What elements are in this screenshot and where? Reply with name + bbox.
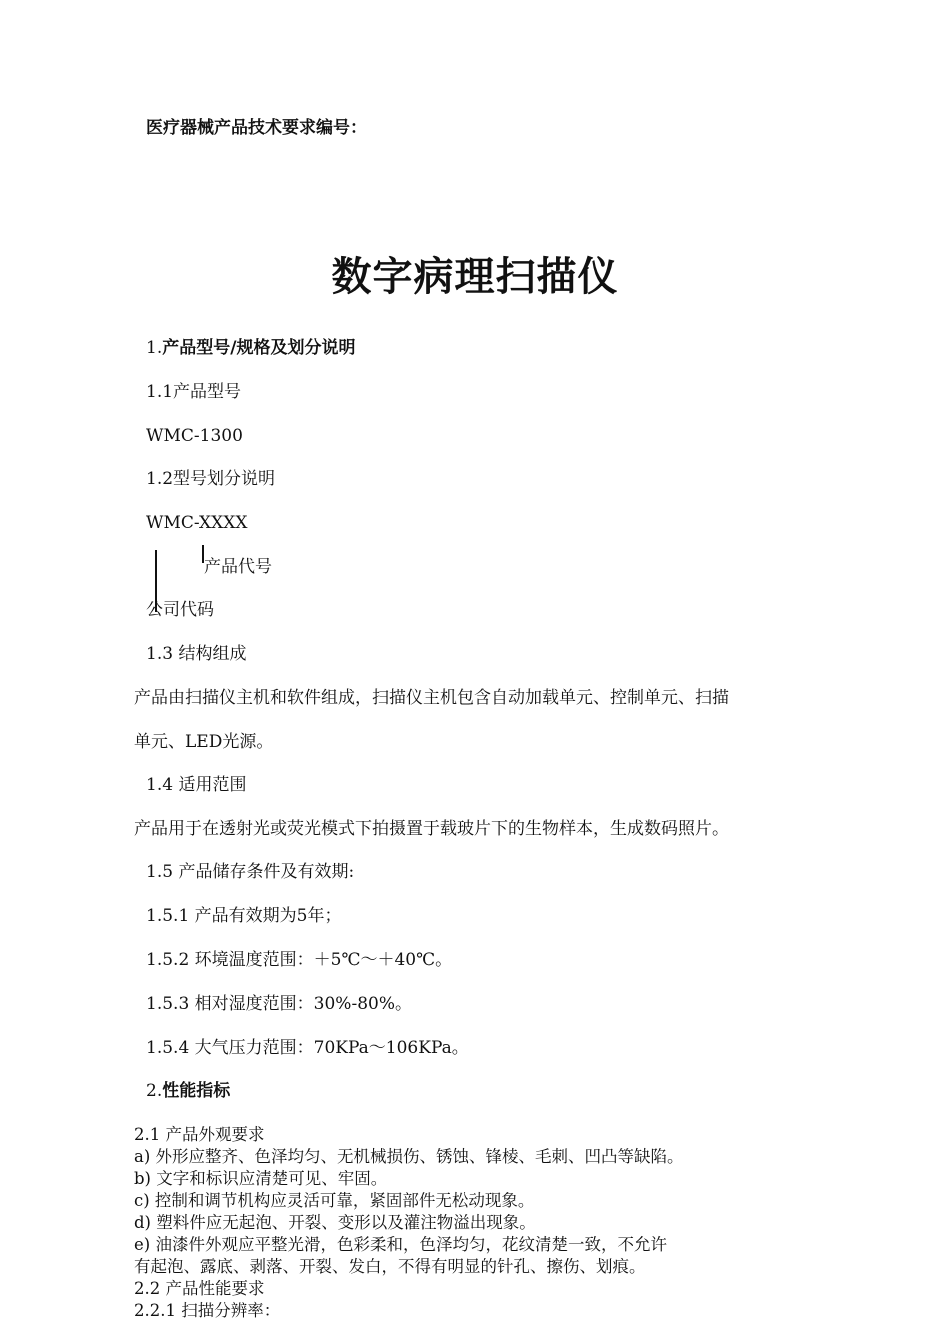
model-number: WMC-1300 [146, 426, 243, 446]
section-2-heading [146, 1081, 230, 1101]
structure-body-line-1: 产品由扫描仪主机和软件组成，扫描仪主机包含自动加载单元、控制单元、扫描 [134, 688, 729, 708]
section-1-heading [146, 338, 355, 358]
item-2-1-b: b) 文字和标识应清楚可见、牢固。 [134, 1169, 388, 1188]
structure-body-line-2: 单元、LED光源。 [134, 732, 274, 752]
item-1-5-1: 1.5.1 产品有效期为5年； [146, 906, 342, 926]
section-1-number: 1. [146, 338, 163, 358]
subsection-2-2: 2.2 产品性能要求 [134, 1279, 265, 1298]
item-1-5-2: 1.5.2 环境温度范围：＋5℃～＋40℃。 [146, 950, 453, 970]
scope-body: 产品用于在透射光或荧光模式下拍摄置于载玻片下的生物样本，生成数码照片。 [134, 819, 729, 839]
subsection-1-5: 1.5 产品储存条件及有效期: [146, 862, 355, 882]
subsection-1-3: 1.3 结构组成 [146, 644, 247, 664]
subsection-1-4: 1.4 适用范围 [146, 775, 247, 795]
item-2-1-c: c) 控制和调节机构应灵活可靠，紧固部件无松动现象。 [134, 1191, 535, 1210]
item-2-2-1: 2.2.1 扫描分辨率： [134, 1301, 281, 1320]
item-1-5-3: 1.5.3 相对湿度范围：30%-80%。 [146, 994, 412, 1014]
subsection-2-1: 2.1 产品外观要求 [134, 1125, 265, 1144]
section-2-title: 性能指标 [162, 1081, 231, 1101]
item-1-5-4: 1.5.4 大气压力范围：70KPa～106KPa。 [146, 1038, 469, 1058]
subsection-1-1: 1.1产品型号 [146, 382, 242, 402]
model-pattern: WMC-XXXX [146, 513, 248, 533]
item-2-1-a: a) 外形应整齐、色泽均匀、无机械损伤、锈蚀、锋棱、毛刺、凹凸等缺陷。 [134, 1147, 684, 1166]
item-2-1-e-line-2: 有起泡、露底、剥落、开裂、发白，不得有明显的针孔、擦伤、划痕。 [134, 1257, 646, 1276]
subsection-1-2: 1.2型号划分说明 [146, 469, 276, 489]
section-1-title: 产品型号/规格及划分说明 [162, 338, 356, 358]
header-label: 医疗器械产品技术要求编号： [146, 118, 367, 138]
section-2-number: 2. [146, 1081, 163, 1101]
document-title: 数字病理扫描仪 [331, 254, 619, 300]
item-2-1-e-line-1: e) 油漆件外观应平整光滑，色彩柔和，色泽均匀，花纹清楚一致，不允许 [134, 1235, 667, 1254]
product-code-label: 产品代号 [204, 557, 272, 577]
company-code-label: 公司代码 [146, 600, 214, 620]
item-2-1-d: d) 塑料件应无起泡、开裂、变形以及灌注物溢出现象。 [134, 1213, 536, 1232]
